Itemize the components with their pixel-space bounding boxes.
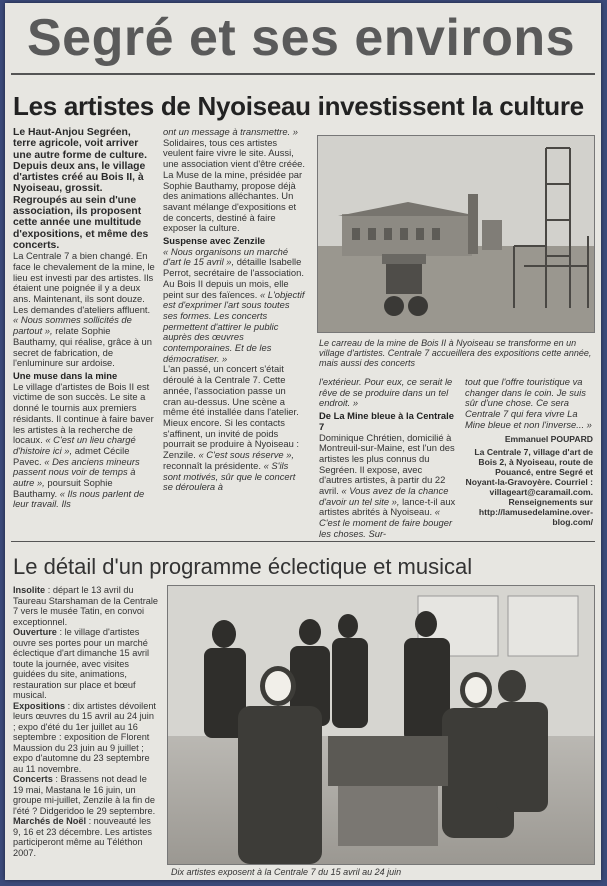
article-column-2: ont un message à transmettre. » Solidaires, tous ces artistes veulent faire vivre le site. Aussi, une association vient d'être créée. La Muse de la mine, présidée par Sophie Bauthamy, propose déjà des animations alléchantes. Un savant mélange d'expositions et de concerts, destiné à faire exposer la culture. Suspense avec Zenzile « Nous organisons un marché d'art le 15 avril », détaille Isabelle Perrot, secrétaire de l'association. Au Bois II depuis un mois, elle peint sur des faïences. « L'objectif est d'exprimer l'art sous toutes ses formes. Les concerts permettent d'attirer le public auprès des œuvres contemporaines. Et de les démocratiser. » L'an passé, un concert s'était déroulé à la Centrale 7. Cette année, l'association passe un cran au-dessus. Une scène a même été installée dans l'atelier. Mieux encore. Si les contacts s'affinent, un invité de poids pourrait se produire à Nyoiseau : Zenzile. « C'est sous réserve », reconnaît la présidente. « S'ils sont motivés, sûr que le concert se déroulera à: [163, 126, 305, 493]
article-lead: Le Haut-Anjou Segréen, terre agricole, voit arriver une autre forme de culture. Depuis deux ans, le village d'artistes créé au Bois II, à Nyoiseau, grossit. Regroupés au sein d'une association, ils proposent cette année une multitude d'expositions, et même des concerts.: [13, 127, 149, 251]
artists-group-illustration: [168, 586, 594, 864]
paragraph: Le village d'artistes de Bois II est victime de son succès. Le site a donné le tournis aux premiers résidants. Il continue à faire baver les artistes à la recherche de locaux. « C'est un lieu chargé d'histoire ici », admet Cécile Pavec. « Des anciens mineurs passent nous voir de temps à autre », poursuit Sophie Bauthamy. « Ils nous parlent de leur travail. Ils: [13, 380, 154, 510]
top-rule: [11, 73, 595, 75]
program-item: Expositions : dix artistes dévoilent leurs œuvres du 15 avril au 24 juin ; expo d'été du 1er juillet au 16 septembre : exposition de Florent Maussion du 23 juin au 9 juillet ; expo d'automne du 23 septembre au 11 novembre.: [13, 700, 156, 774]
paragraph: L'an passé, un concert s'était déroulé à la Centrale 7. Cette année, l'association passe un cran au-dessus. Une scène a même été installée dans l'atelier. Mieux encore. Si les contacts s'affinent, un invité de poids pourrait se produire à Nyoiseau : Zenzile. « C'est sous réserve », reconnaît la présidente. « S'ils sont motivés, sûr que le concert se déroulera à: [163, 363, 300, 493]
article-column-4: tout que l'offre touristique va changer dans le coin. Je suis sûr d'une chose. Ce sera Centrale 7 qui fera vivre La Mine bleue et non l'inverse... » Emmanuel POUPARD La Centrale 7, village d'art de Bois 2, à Nyoiseau, route de Pouancé, entre Segré et Noyant-la-Gravoyère. Courriel : villageart@caramail.com. Renseignements sur http://lamusedelamine.over-blog.com/: [465, 376, 593, 527]
section-rule: [11, 541, 595, 542]
paragraph: Dominique Chrétien, domicilié à Montreuil-sur-Maine, est l'un des artistes les plus connus du Segréen. Il expose, avec d'autres artistes, à partir du 22 avril. « Vous avez de la chance d'avoir un tel site », lance-t-il aux artistes abrités à Nyoiseau. « C'est le moment de faire bouger les choses. Sur-: [319, 431, 456, 539]
subheading: Une muse dans la mine: [13, 370, 118, 381]
program-item: Insolite : départ le 13 avril du Taureau Starshaman de la Centrale 7 vers le musée Tatin, en convoi exceptionnel.: [13, 585, 159, 627]
program-item: Marchés de Noël : nouveauté les 9, 16 et 23 décembre. Les artistes participeront même au Téléthon 2007.: [13, 816, 152, 858]
paragraph: « Nous organisons un marché d'art le 15 avril », détaille Isabelle Perrot, secrétaire de l'association. Au Bois II depuis un mois, elle peint sur des faïences. « L'objectif est d'exprimer l'art sous toutes ses formes. Les concerts permettent d'attirer le public auprès des œuvres contemporaines. Et de les démocratiser. »: [163, 245, 305, 364]
subheading: De La Mine bleue à la Centrale 7: [319, 410, 454, 432]
paragraph: La Centrale 7 a bien changé. En face le chevalement de la mine, le lieu est investi par des artistes. Ils étaient une poignée il y a deux ans. Maintenant, ils sont douze. Les demandes d'ateliers affluent. « Nous sommes sollicités de partout », relate Sophie Bauthamy, qui réalise, grâce à un secret de fabrication, de l'enluminure sur ardoise.: [13, 250, 155, 369]
photo-caption: Le carreau de la mine de Bois II à Nyoiseau se transforme en un village d'artistes. Centrale 7 accueillera des expositions cette année, mais aussi des concerts: [319, 338, 592, 368]
paragraph: Solidaires, tous ces artistes veulent faire vivre le site. Aussi, une association vient d'être créée. La Muse de la mine, présidée par Sophie Bauthamy, propose déjà des animations alléchantes. Un savant mélange d'expositions et de concerts, destiné à faire exposer la culture.: [163, 136, 305, 234]
subheading: Suspense avec Zenzile: [163, 235, 266, 247]
program-item: Concerts : Brassens not dead le 19 mai, Mastana le 16 juin, un groupe mi-juillet, Zenzile à la fin de l'été ? Didgeridoo le 29 septembre.: [13, 774, 156, 816]
artists-group-photo: [167, 585, 595, 865]
newspaper-page: [5, 3, 601, 880]
author-signature: Emmanuel POUPARD: [504, 433, 593, 444]
article-column-3: l'extérieur. Pour eux, ce serait le rêve de se produire dans un tel endroit. » De La Mine bleue à la Centrale 7 Dominique Chrétien, domicilié à Montreuil-sur-Maine, est l'un des artistes les plus connus du Segréen. Il expose, avec d'autres artistes, à partir du 22 avril. « Vous avez de la chance d'avoir un tel site », lance-t-il aux artistes abrités à Nyoiseau. « C'est le moment de faire bouger les choses. Sur-: [319, 376, 456, 539]
contact-info: La Centrale 7, village d'art de Bois 2, à Nyoiseau, route de Pouancé, entre Segré et Noyant-la-Gravoyère. Courriel : villageart@caramail.com. Renseignements sur http://lamusedelamine.over-blog.com/: [465, 446, 593, 527]
article-column-1: [13, 127, 155, 510]
program-column: [13, 585, 159, 858]
program-headline: Le détail d'un programme éclectique et musical: [13, 554, 473, 579]
article-headline: Les artistes de Nyoiseau investissent la culture: [13, 91, 584, 121]
section-rubric: Segré et ses environs: [27, 9, 576, 67]
mine-site-photo: [317, 135, 595, 333]
photo-caption: Dix artistes exposent à la Centrale 7 du 15 avril au 24 juin: [171, 867, 402, 877]
mine-site-illustration: [318, 136, 594, 332]
program-item: Ouverture : le village d'artistes ouvre ses portes pour un marché éclectique d'art dimanche 15 avril toute la journée, avec visites guidées du site, animations, restauration sur place et bœuf musical.: [13, 627, 150, 700]
